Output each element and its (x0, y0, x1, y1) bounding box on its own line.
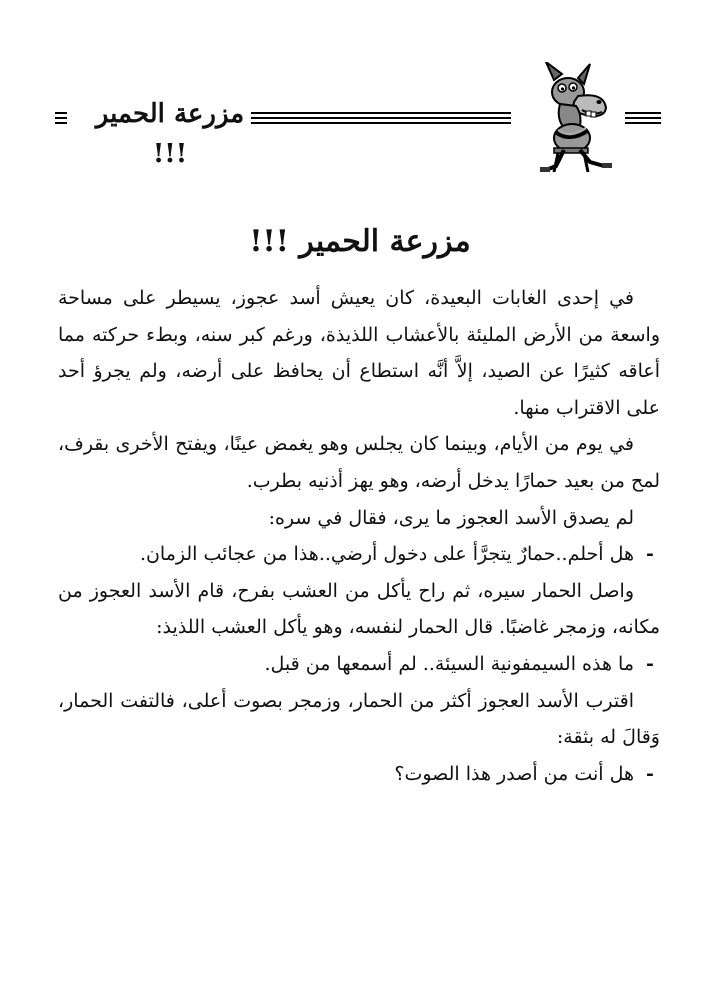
story-title: مزرعة الحمير !!! (249, 224, 471, 259)
dialogue-text: ما هذه السيمفونية السيئة.. لم أسمعها من قبل. (264, 652, 634, 675)
decorative-rule (55, 112, 67, 124)
dialogue-text: هل أحلم..حمارٌ يتجرَّأ على دخول أرضي..هذا من عجائب الزمان. (139, 543, 634, 566)
story-paragraph: واصل الحمار سيره، ثم راح يأكل من العشب بفرح، قام الأسد العجوز من مكانه، وزمجر غاضبًا. قال الحمار لنفسه، وهو يأكل العشب اللذيذ: (58, 579, 660, 639)
story-paragraph: لم يصدق الأسد العجوز ما يرى، فقال في سره: (268, 506, 634, 529)
running-header (55, 62, 665, 174)
dialogue-line (58, 646, 660, 683)
donkey-cartoon-icon (520, 62, 620, 174)
dialogue-line (58, 756, 660, 793)
dialogue-text: هل أنت من أصدر هذا الصوت؟ (394, 762, 634, 785)
dialogue-line (58, 536, 660, 573)
story-paragraph: في إحدى الغابات البعيدة، كان يعيش أسد عجوز، يسيطر على مساحة واسعة من الأرض المليئة بالأعشاب اللذيذة، ورغم كبر سنه، وبطء حركته مما أعاقه كثيرًا عن الصيد، إلاَّ أنَّه استطاع أن يحافظ على أرضه، ولم يجرؤ أحد على الاقتراب منها. (58, 287, 660, 419)
dialogue-dash: - (646, 762, 654, 785)
story-body (58, 280, 660, 792)
story-paragraph: في يوم من الأيام، وبينما كان يجلس وهو يغمض عينًا، ويفتح الأخرى بقرف، لمح من بعيد حمارًا يدخل أرضه، وهو يهز أذنيه بطرب. (58, 433, 660, 492)
story-paragraph: اقترب الأسد العجوز أكثر من الحمار، وزمجر بصوت أعلى، فالتفت الحمار، وَقالَ له بثقة: (58, 689, 660, 749)
decorative-rule (625, 112, 661, 124)
dialogue-dash: - (646, 543, 654, 566)
decorative-rule (251, 112, 511, 124)
dialogue-dash: - (646, 652, 654, 675)
running-title: مزرعة الحمير !!! (95, 99, 245, 169)
